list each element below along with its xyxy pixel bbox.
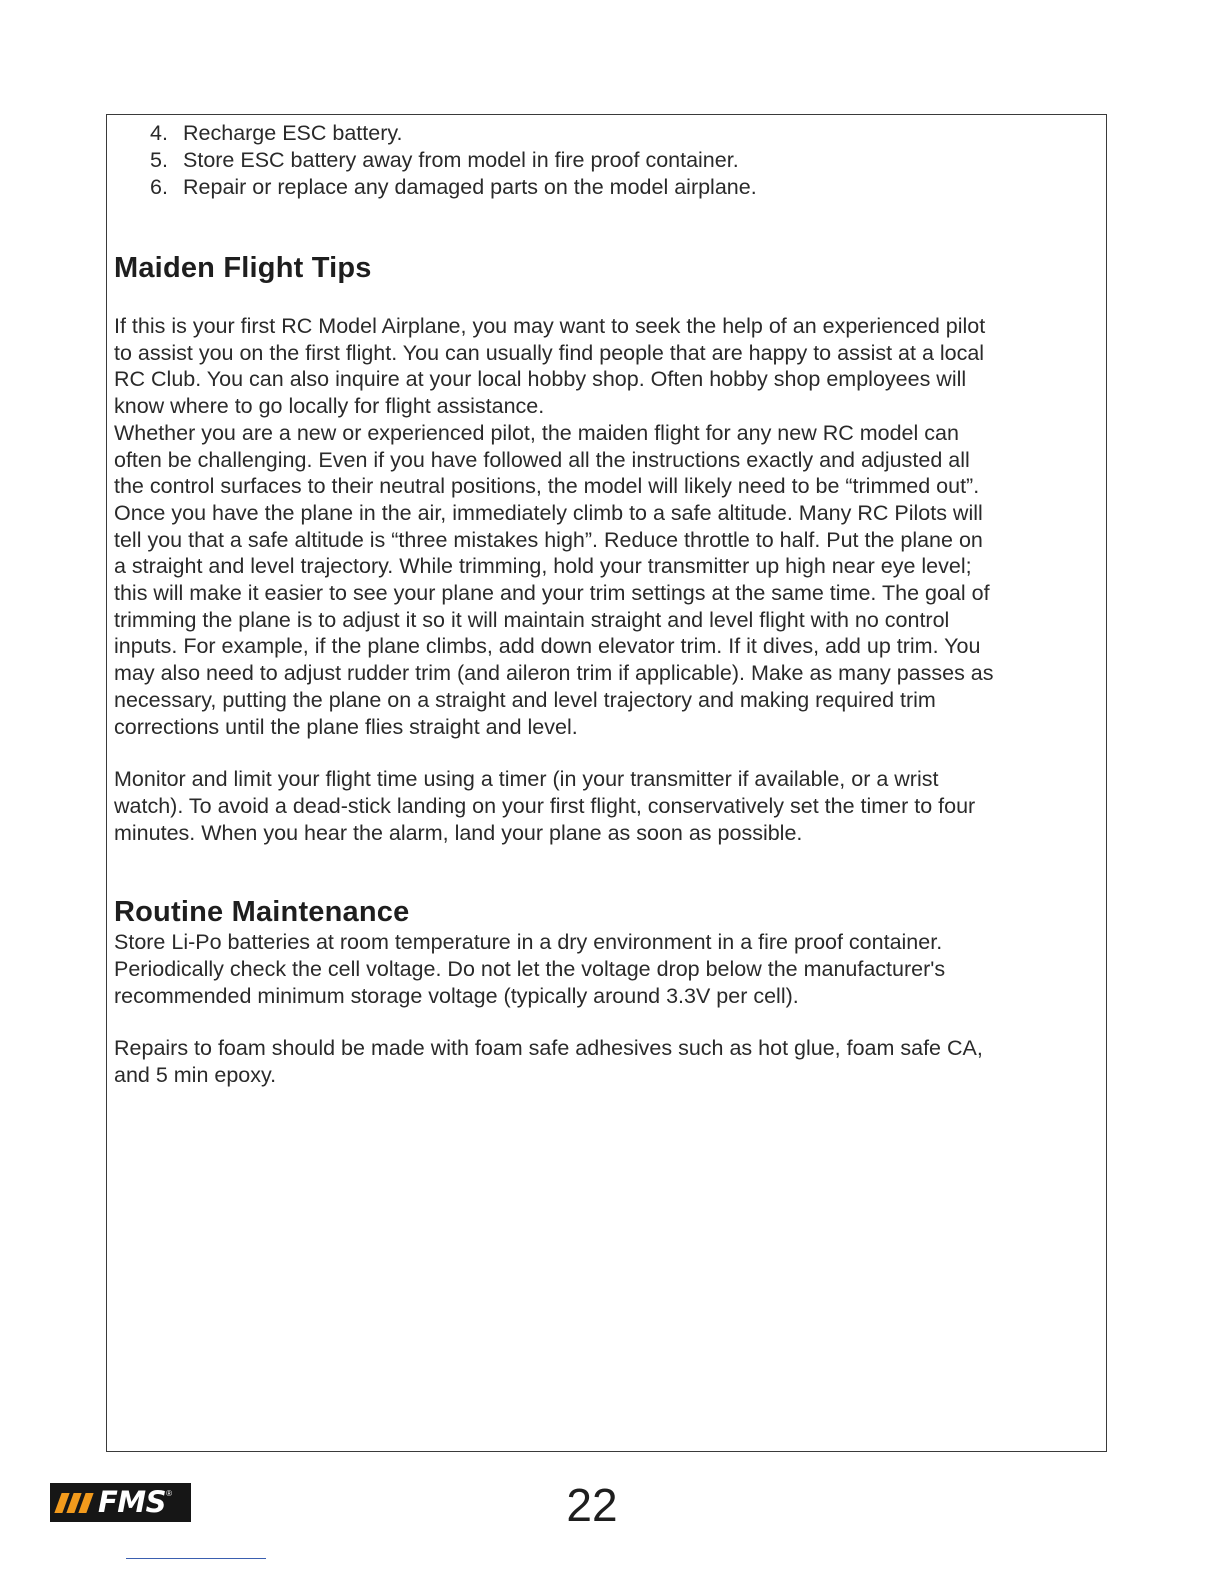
routine-maintenance-heading: Routine Maintenance <box>114 896 410 929</box>
step-text: Recharge ESC battery. <box>183 121 403 145</box>
step-number: 6. <box>150 175 168 199</box>
step-text: Store ESC battery away from model in fire proof container. <box>183 148 739 172</box>
list-item <box>150 147 1099 174</box>
fms-logo <box>50 1483 191 1522</box>
step-text: Repair or replace any damaged parts on the model airplane. <box>183 175 757 199</box>
fms-logo-text: FMS <box>98 1485 167 1519</box>
steps-list <box>150 120 1099 201</box>
maiden-intro-paragraph: If this is your first RC Model Airplane, you may want to seek the help of an experienced pilot to assist you on the first flight. You can usually find people that are happy to assist at a local RC Club. You can also inquire at your local hobby shop. Often hobby shop employees will know where to go locally for flight assistance. <box>114 314 986 419</box>
registered-mark: ® <box>166 1489 172 1498</box>
page-number: 22 <box>566 1479 618 1531</box>
list-item <box>150 120 1099 147</box>
step-number: 4. <box>150 121 168 145</box>
page-content <box>114 120 1099 1089</box>
maiden-flight-heading: Maiden Flight Tips <box>114 252 372 284</box>
list-item <box>150 174 1099 201</box>
footer-underline <box>126 1558 266 1559</box>
fms-logo-icon <box>56 1491 96 1515</box>
maiden-timer-paragraph: Monitor and limit your flight time using a timer (in your transmitter if available, or a wrist watch). To avoid a dead-stick landing on your first flight, conservatively set the timer to four minutes. When you hear the alarm, land your plane as soon as possible. <box>114 767 976 845</box>
maintenance-repairs-paragraph: Repairs to foam should be made with foam safe adhesives such as hot glue, foam safe CA, and 5 min epoxy. <box>114 1036 983 1088</box>
step-number: 5. <box>150 148 168 172</box>
maintenance-batteries-paragraph: Store Li-Po batteries at room temperature in a dry environment in a fire proof container. Periodically check the cell voltage. Do not let the voltage drop below the manufacturer's recommended minimum storage voltage (typically around 3.3V per cell). <box>114 930 946 1008</box>
maiden-trim-paragraph: Whether you are a new or experienced pilot, the maiden flight for any new RC model can often be challenging. Even if you have followed all the instructions exactly and adjusted all the control surfaces to their neutral positions, the model will likely need to be “trimmed out”. Once you have the plane in the air, immediately climb to a safe altitude. Many RC Pilots will tell you that a safe altitude is “three mistakes high”. Reduce throttle to half. Put the plane on a straight and level trajectory. While trimming, hold your transmitter up high near eye level; this will make it easier to see your plane and your trim settings at the same time. The goal of trimming the plane is to adjust it so it will maintain straight and level flight with no control inputs. For example, if the plane climbs, add down elevator trim. If it dives, add up trim. You may also need to adjust rudder trim (and aileron trim if applicable). Make as many passes as necessary, putting the plane on a straight and level trajectory and making required trim corrections until the plane flies straight and level. <box>114 420 994 739</box>
